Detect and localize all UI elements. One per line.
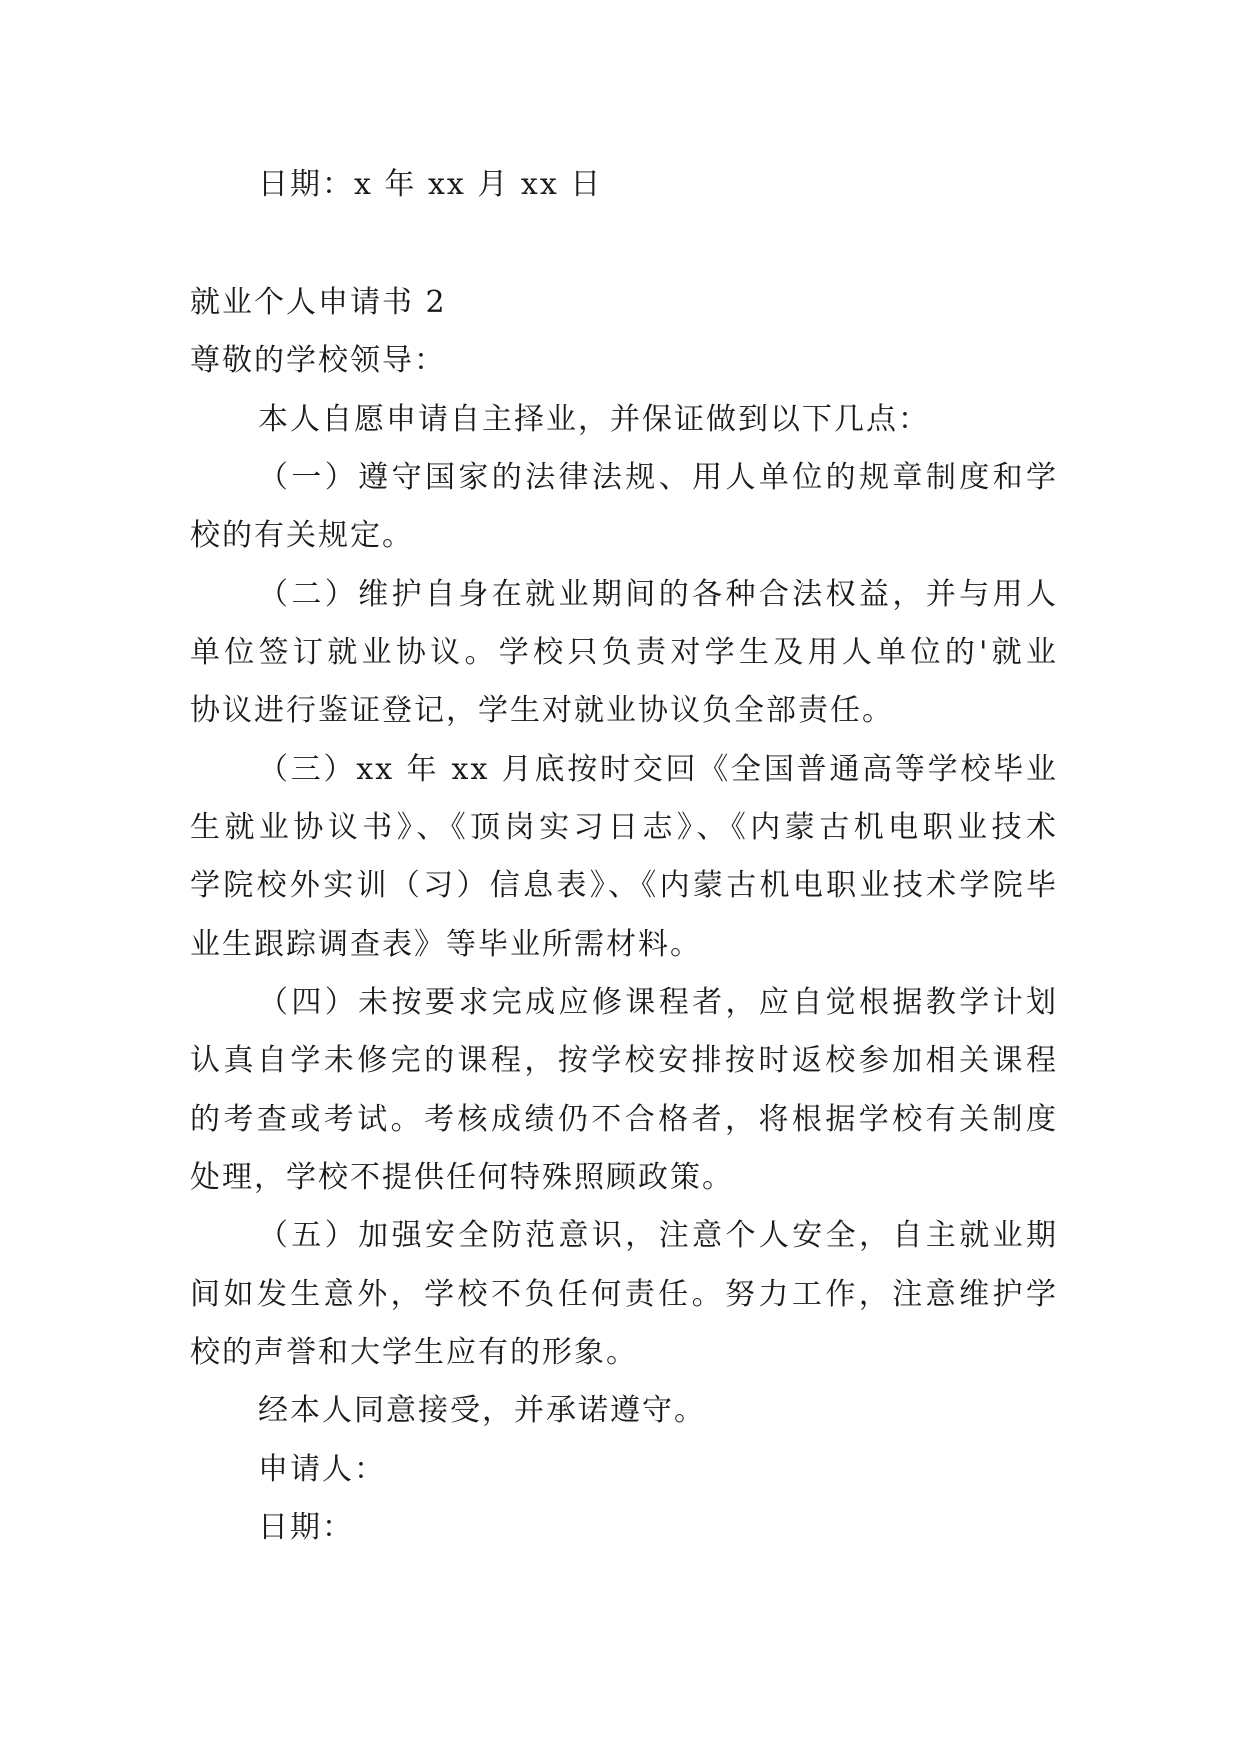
item3-line2: 生就业协议书》、《顶岗实习日志》、《内蒙古机电职业技术 [190, 810, 1058, 845]
salutation: 尊敬的学校领导： [190, 343, 446, 378]
item2-line3: 协议进行鉴证登记，学生对就业协议负全部责任。 [190, 693, 894, 728]
item4-line4: 处理，学校不提供任何特殊照顾政策。 [190, 1160, 734, 1195]
agreement-line: 经本人同意接受，并承诺遵守。 [258, 1393, 706, 1428]
item4-line1: （四）未按要求完成应修课程者，应自觉根据教学计划 [258, 985, 1058, 1020]
item3-line3: 学院校外实训（习）信息表》、《内蒙古机电职业技术学院毕 [190, 868, 1058, 903]
item4-line3: 的考查或考试。考核成绩仍不合格者，将根据学校有关制度 [190, 1102, 1058, 1137]
item5-line1: （五）加强安全防范意识，注意个人安全，自主就业期 [258, 1218, 1058, 1253]
previous-date-line: 日期：x 年 xx 月 xx 日 [258, 167, 603, 202]
item5-line3: 校的声誉和大学生应有的形象。 [190, 1335, 638, 1370]
intro-paragraph: 本人自愿申请自主择业，并保证做到以下几点： [258, 402, 930, 437]
item3-line1: （三）xx 年 xx 月底按时交回《全国普通高等学校毕业 [258, 752, 1058, 787]
item1-line1: （一）遵守国家的法律法规、用人单位的规章制度和学 [258, 460, 1058, 495]
item5-line2: 间如发生意外，学校不负任何责任。努力工作，注意维护学 [190, 1277, 1058, 1312]
item1-line2: 校的有关规定。 [190, 518, 414, 553]
applicant-label: 申请人： [258, 1452, 386, 1487]
item4-line2: 认真自学未修完的课程，按学校安排按时返校参加相关课程 [190, 1043, 1058, 1078]
item3-line4: 业生跟踪调查表》等毕业所需材料。 [190, 927, 702, 962]
date-label: 日期： [258, 1510, 354, 1545]
item2-line2: 单位签订就业协议。学校只负责对学生及用人单位的'就业 [190, 635, 1058, 670]
document-title: 就业个人申请书 2 [190, 285, 447, 320]
item2-line1: （二）维护自身在就业期间的各种合法权益，并与用人 [258, 577, 1058, 612]
